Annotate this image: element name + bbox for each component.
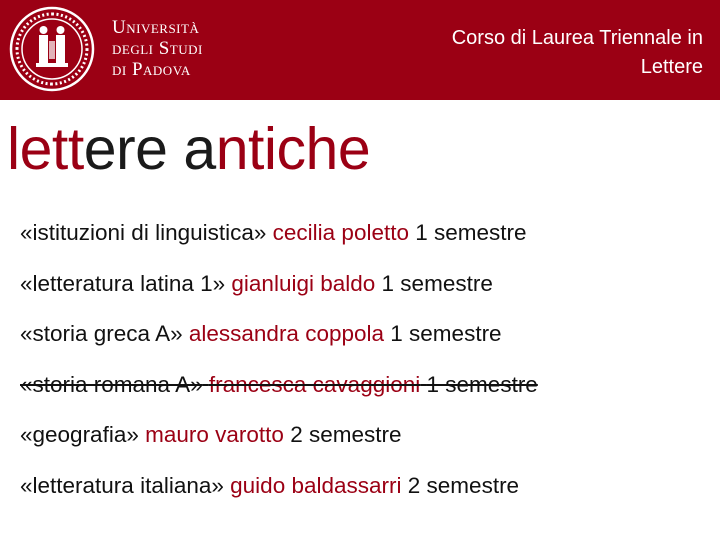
course-item — [20, 315, 710, 353]
title-part-4: ntiche — [215, 116, 371, 182]
course-name-line-1: Corso di Laurea Triennale in — [451, 27, 703, 49]
title-part-3: a — [167, 116, 216, 182]
course-subject: «istituzioni di linguistica» — [20, 220, 267, 245]
title-part-1: lett — [7, 116, 84, 182]
course-teacher: alessandra coppola — [188, 321, 385, 346]
course-item — [20, 214, 710, 252]
course-name-line-2: Lettere — [640, 56, 703, 78]
university-name-line-3: di Padova — [112, 59, 191, 80]
course-list — [20, 214, 710, 517]
course-subject: «letteratura italiana» — [20, 472, 224, 498]
course-item — [20, 265, 710, 303]
page-title — [7, 113, 370, 185]
course-subject: «letteratura latina 1» — [20, 270, 226, 296]
course-teacher: guido baldassarri — [230, 472, 402, 498]
university-seal-icon — [8, 5, 96, 93]
course-teacher: mauro varotto — [145, 422, 284, 447]
title-part-2: ere — [83, 116, 168, 182]
university-name — [112, 17, 203, 80]
course-item — [20, 467, 710, 505]
course-name — [452, 24, 703, 82]
university-name-line-2: degli Studi — [112, 38, 203, 59]
course-semester: 2 semestre — [290, 422, 402, 447]
course-teacher: gianluigi baldo — [231, 270, 376, 296]
university-name-line-1: Università — [112, 17, 200, 38]
course-teacher: francesca cavaggioni — [208, 371, 421, 397]
course-semester: 1 semestre — [390, 321, 502, 346]
course-semester: 1 semestre — [415, 220, 527, 245]
course-subject: «storia romana A» — [20, 371, 203, 397]
course-subject: «storia greca A» — [20, 321, 183, 346]
header-banner — [0, 0, 720, 100]
course-teacher: cecilia poletto — [272, 220, 409, 245]
course-item — [20, 366, 710, 404]
course-item — [20, 416, 710, 454]
course-semester: 1 semestre — [381, 270, 493, 296]
course-subject: «geografia» — [20, 422, 139, 447]
course-semester: 1 semestre — [426, 371, 538, 397]
course-semester: 2 semestre — [407, 472, 520, 498]
